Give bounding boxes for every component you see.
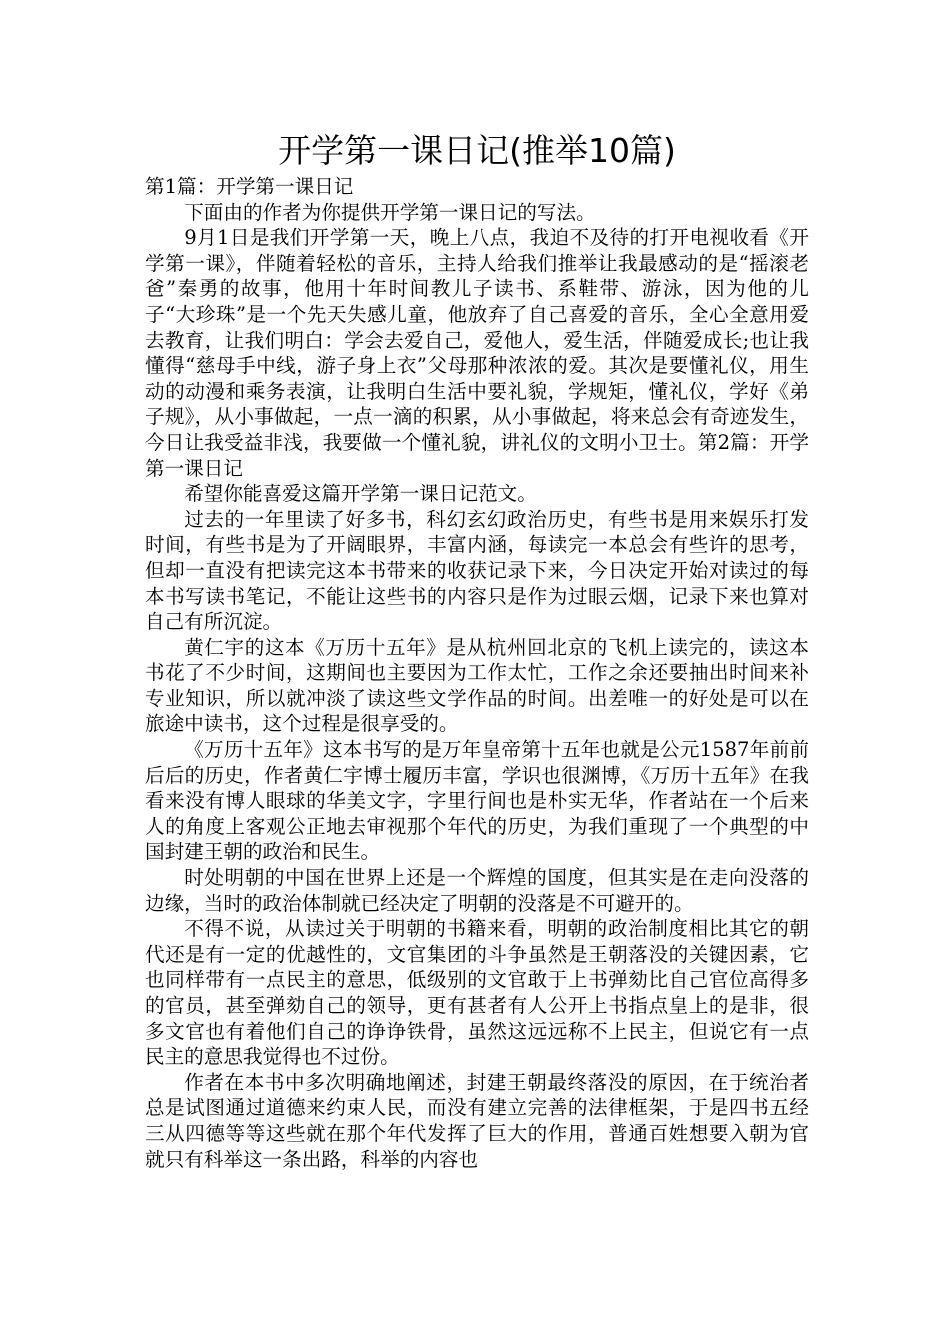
paragraph-reading-6: 作者在本书中多次明确地阐述，封建王朝最终落没的原因，在于统治者总是试图通过道德来约束人民，而没有建立完善的法律框架，于是四书五经三从四德等等这些就在那个年代发挥了巨大的作用，普通百姓想要入朝为官就只有科举这一条出路，科举的内容也 bbox=[145, 1070, 809, 1171]
paragraph-reading-2: 黄仁宇的这本《万历十五年》是从杭州回北京的飞机上读完的，读这本书花了不少时间，这期间也主要因为工作太忙，工作之余还要抽出时间来补专业知识，所以就冲淡了读这些文学作品的时间。出差唯一的好处是可以在旅途中读书，这个过程是很享受的。 bbox=[145, 635, 809, 736]
paragraph-intro-2: 希望你能喜爱这篇开学第一课日记范文。 bbox=[184, 482, 537, 506]
paragraph-reading-4: 时处明朝的中国在世界上还是一个辉煌的国度，但其实是在走向没落的边缘，当时的政治体制就已经决定了明朝的没落是不可避开的。 bbox=[145, 866, 809, 915]
paragraph-intro-1: 下面由的作者为你提供开学第一课日记的写法。 bbox=[184, 200, 596, 224]
section-heading-2: 第2篇：开学第一课日记 bbox=[145, 430, 810, 480]
paragraph-reading-3: 《万历十五年》这本书写的是万年皇帝第十五年也就是公元1587年前前后后的历史，作者黄仁宇博士履历丰富，学识也很渊博，《万历十五年》在我看来没有博人眼球的华美文字，字里行间也是朴实无华，作者站在一个后来人的角度上客观公正地去审视那个年代的历史，为我们重现了一个典型的中国封建王朝的政治和民生。 bbox=[145, 738, 809, 864]
document-title: 开学第一课日记(推举10篇) bbox=[278, 131, 676, 170]
paragraph-diary-1-text: 9月1日是我们开学第一天，晚上八点，我迫不及待的打开电视收看《开学第一课》，伴随着轻松的音乐，主持人给我们推举让我最感动的是“摇滚老爸”秦勇的故事，他用十年时间教儿子读书、系鞋带、游泳，因为他的儿子“大珍珠”是一个先天失感儿童，他放弃了自己喜爱的音乐，全心全意用爱去教育，让我们明白：学会去爱自己，爱他人，爱生活，伴随爱成长;也让我懂得“慈母手中线，游子身上衣”父母那种浓浓的爱。其次是要懂礼仪，用生动的动漫和乘务表演，让我明白生活中要礼貌，学规矩，懂礼仪，学好《弟子规》，从小事做起，一点一滴的积累，从小事做起，将来总会有奇迹发生，今日让我受益非浅，我要做一个懂礼貌，讲礼仪的文明小卫士。 bbox=[145, 226, 809, 454]
paragraph-reading-5: 不得不说，从读过关于明朝的书籍来看，明朝的政治制度相比其它的朝代还是有一定的优越性的，文官集团的斗争虽然是王朝落没的关键因素，它也同样带有一点民主的意思，低级别的文官敢于上书弹劾比自己官位高得多的官员，甚至弹劾自己的领导，更有甚者有人公开上书指点皇上的是非，很多文官也有着他们自己的诤诤铁骨，虽然这远远称不上民主，但说它有一点民主的意思我觉得也不过份。 bbox=[145, 917, 809, 1069]
document-body bbox=[145, 174, 809, 1172]
document-page bbox=[145, 128, 809, 1172]
paragraph-reading-1: 过去的一年里读了好多书，科幻玄幻政治历史，有些书是用来娱乐打发时间，有些书是为了开阔眼界，丰富内涵，每读完一本总会有些许的思考，但却一直没有把读完这本书带来的收获记录下来，今日决定开始对读过的每本书写读书笔记，不能让这些书的内容只是作为过眼云烟，记录下来也算对自己有所沉淀。 bbox=[145, 507, 809, 634]
section-heading-1: 第1篇：开学第一课日记 bbox=[145, 175, 354, 198]
paragraph-diary-1 bbox=[145, 225, 809, 481]
